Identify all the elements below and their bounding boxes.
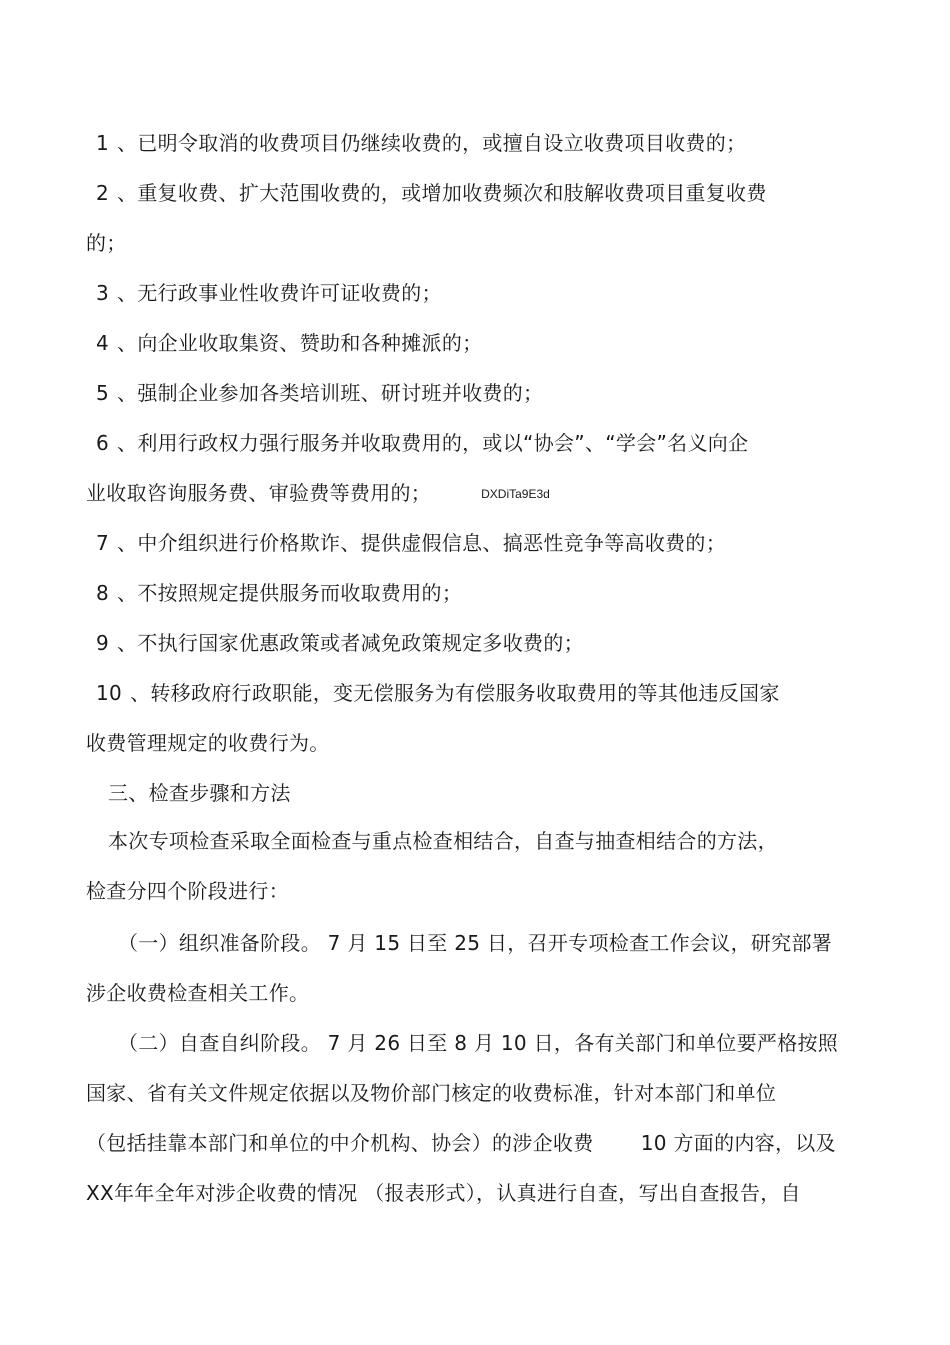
list-item-4: 4 、向企业收取集资、赞助和各种摊派的；: [96, 331, 483, 355]
list-item-10-continuation: 收费管理规定的收费行为。: [86, 731, 330, 755]
stage1-line: 涉企收费检查相关工作。: [86, 981, 310, 1005]
list-item-9: 9 、不执行国家优惠政策或者减免政策规定多收费的；: [96, 631, 584, 655]
list-item-8: 8 、不按照规定提供服务而收取费用的；: [96, 581, 463, 605]
list-item-3: 3 、无行政事业性收费许可证收费的；: [96, 281, 442, 305]
document-code: DXDiTa9E3d: [481, 487, 550, 501]
stage2-line: XX年年全年对涉企收费的情况 （报表形式），认真进行自查，写出自查报告，自: [86, 1181, 801, 1205]
list-item-6: 6 、利用行政权力强行服务并收取费用的，或以“协会”、“学会”名义向企: [96, 431, 749, 455]
paragraph-line: 检查分四个阶段进行：: [86, 879, 289, 903]
list-item-6-continuation: 业收取咨询服务费、审验费等费用的； DXDiTa9E3d: [86, 481, 550, 505]
stage2-line: （二）自查自纠阶段。 7 月 26 日至 8 月 10 日，各有关部门和单位要严格按照: [118, 1031, 839, 1055]
list-item-2: 2 、重复收费、扩大范围收费的，或增加收费频次和肢解收费项目重复收费: [96, 181, 767, 205]
list-item-5: 5 、强制企业参加各类培训班、研讨班并收费的；: [96, 381, 544, 405]
section-heading: 三、检查步骤和方法: [108, 781, 291, 805]
paragraph-line: 本次专项检查采取全面检查与重点检查相结合，自查与抽查相结合的方法，: [108, 829, 778, 853]
stage1-line: （一）组织准备阶段。 7 月 15 日至 25 日，召开专项检查工作会议，研究部署: [118, 931, 833, 955]
stage2-line: （包括挂靠本部门和单位的中介机构、协会）的涉企收费 10 方面的内容，以及: [86, 1131, 836, 1155]
list-item-10: 10 、转移政府行政职能，变无偿服务为有偿服务收取费用的等其他违反国家: [96, 681, 780, 705]
list-item-2-continuation: 的；: [86, 231, 127, 255]
stage2-line: 国家、省有关文件规定依据以及物价部门核定的收费标准，针对本部门和单位: [86, 1081, 777, 1105]
list-item-1: 1 、已明令取消的收费项目仍继续收费的，或擅自设立收费项目收费的；: [96, 131, 747, 155]
list-item-7: 7 、中介组织进行价格欺诈、提供虚假信息、搞恶性竞争等高收费的；: [96, 531, 727, 555]
